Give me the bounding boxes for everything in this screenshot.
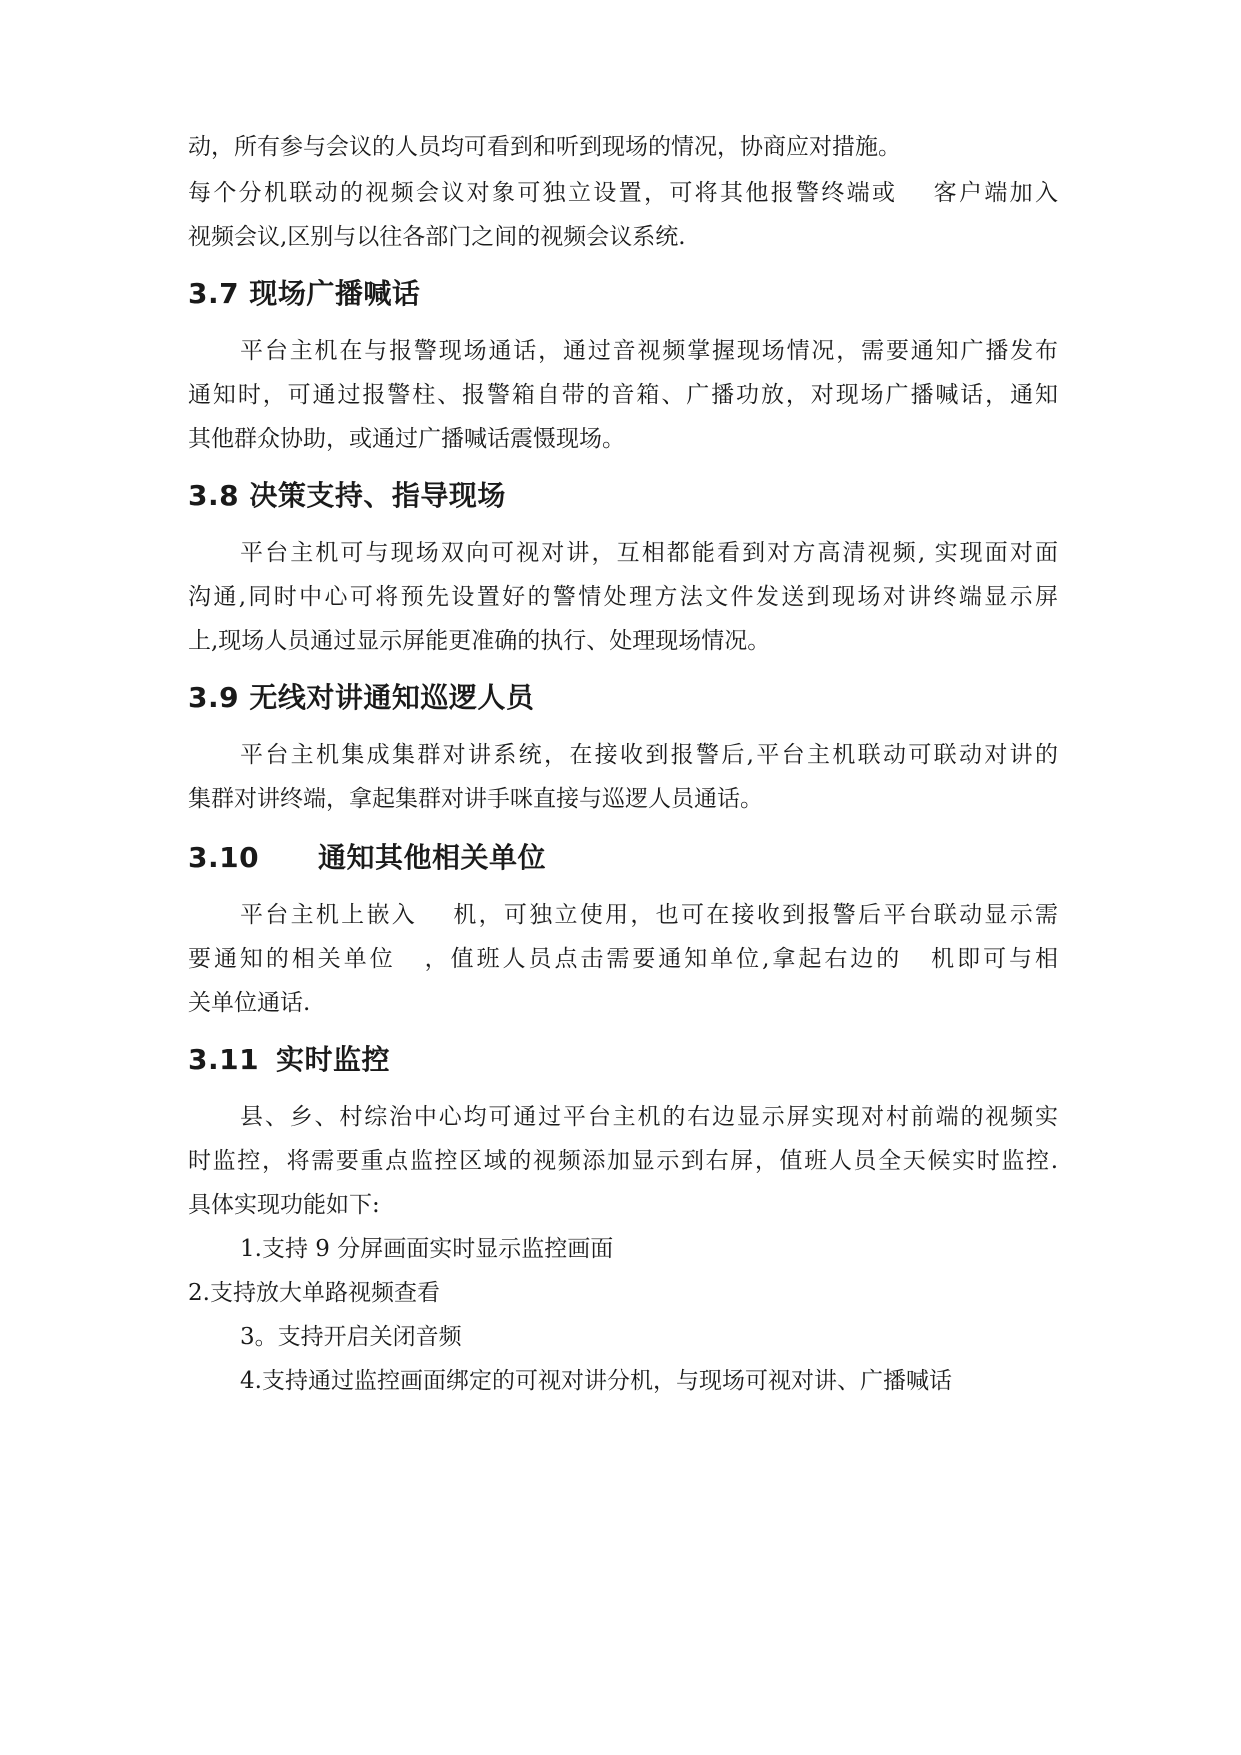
intro-line-2-part-b: 客户端加入 <box>931 180 1059 206</box>
section-3-11-line-1: 县、乡、村综治中心均可通过平台主机的右边显示屏实现对村前端的视频实 <box>240 1104 1058 1130</box>
section-3-10-line-2-part-c: 机即可与相 <box>928 946 1059 972</box>
list-item: 4.支持通过监控画面绑定的可视对讲分机，与现场可视对讲、广播喊话 <box>240 1368 952 1394</box>
section-3-10-line-1-part-b: 机，可独立使用，也可在接收到报警后平台联动显示需 <box>451 902 1059 928</box>
section-3-9-line-1: 平台主机集成集群对讲系统，在接收到报警后,平台主机联动可联动对讲的 <box>240 742 1058 768</box>
section-3-11-line-2: 时监控，将需要重点监控区域的视频添加显示到右屏，值班人员全天候实时监控. <box>188 1148 1058 1174</box>
section-3-7-line-2: 通知时，可通过报警柱、报警箱自带的音箱、广播功放，对现场广播喊话，通知 <box>188 382 1058 408</box>
list-item: 1.支持 9 分屏画面实时显示监控画面 <box>240 1236 614 1262</box>
intro-line-1: 动，所有参与会议的人员均可看到和听到现场的情况，协商应对措施。 <box>188 134 901 160</box>
section-3-11-number: 3.11 <box>188 1043 260 1076</box>
section-3-8-line-2: 沟通,同时中心可将预先设置好的警情处理方法文件发送到现场对讲终端显示屏 <box>188 584 1058 610</box>
section-3-9-line-2: 集群对讲终端，拿起集群对讲手咪直接与巡逻人员通话。 <box>188 786 763 812</box>
section-3-8-line-3: 上,现场人员通过显示屏能更准确的执行、处理现场情况。 <box>188 628 771 654</box>
section-3-9-heading: 3.9 无线对讲通知巡逻人员 <box>188 681 535 714</box>
intro-line-2-part-a: 每个分机联动的视频会议对象可独立设置，可将其他报警终端或 <box>188 180 898 206</box>
list-item: 3。支持开启关闭音频 <box>240 1324 462 1350</box>
section-3-11-title: 实时监控 <box>276 1043 391 1076</box>
section-3-7-heading: 3.7 现场广播喊话 <box>188 277 421 310</box>
section-3-10-line-1 <box>240 900 1058 930</box>
list-item: 2.支持放大单路视频查看 <box>188 1280 440 1306</box>
section-3-10-line-3: 关单位通话. <box>188 990 311 1016</box>
section-3-11-heading <box>188 1042 1058 1078</box>
section-3-8-heading: 3.8 决策支持、指导现场 <box>188 479 506 512</box>
section-3-10-number: 3.10 <box>188 841 260 874</box>
section-3-10-line-1-part-a: 平台主机上嵌入 <box>240 902 418 928</box>
section-3-10-line-2-part-a: 要通知的相关单位 <box>188 946 396 972</box>
intro-line-3: 视频会议,区别与以往各部门之间的视频会议系统. <box>188 224 686 250</box>
section-3-7-line-1: 平台主机在与报警现场通话，通过音视频掌握现场情况，需要通知广播发布 <box>240 338 1058 364</box>
section-3-7-line-3: 其他群众协助，或通过广播喊话震慑现场。 <box>188 426 625 452</box>
section-3-11-line-3: 具体实现功能如下: <box>188 1192 380 1218</box>
section-3-10-title: 通知其他相关单位 <box>318 841 547 874</box>
section-3-10-heading <box>188 840 1058 876</box>
section-3-10-line-2 <box>188 944 1058 974</box>
section-3-10-line-2-part-b: ，值班人员点击需要通知单位,拿起右边的 <box>421 946 903 972</box>
section-3-8-line-1: 平台主机可与现场双向可视对讲，互相都能看到对方高清视频, 实现面对面 <box>240 540 1058 566</box>
intro-line-2 <box>188 178 1058 208</box>
